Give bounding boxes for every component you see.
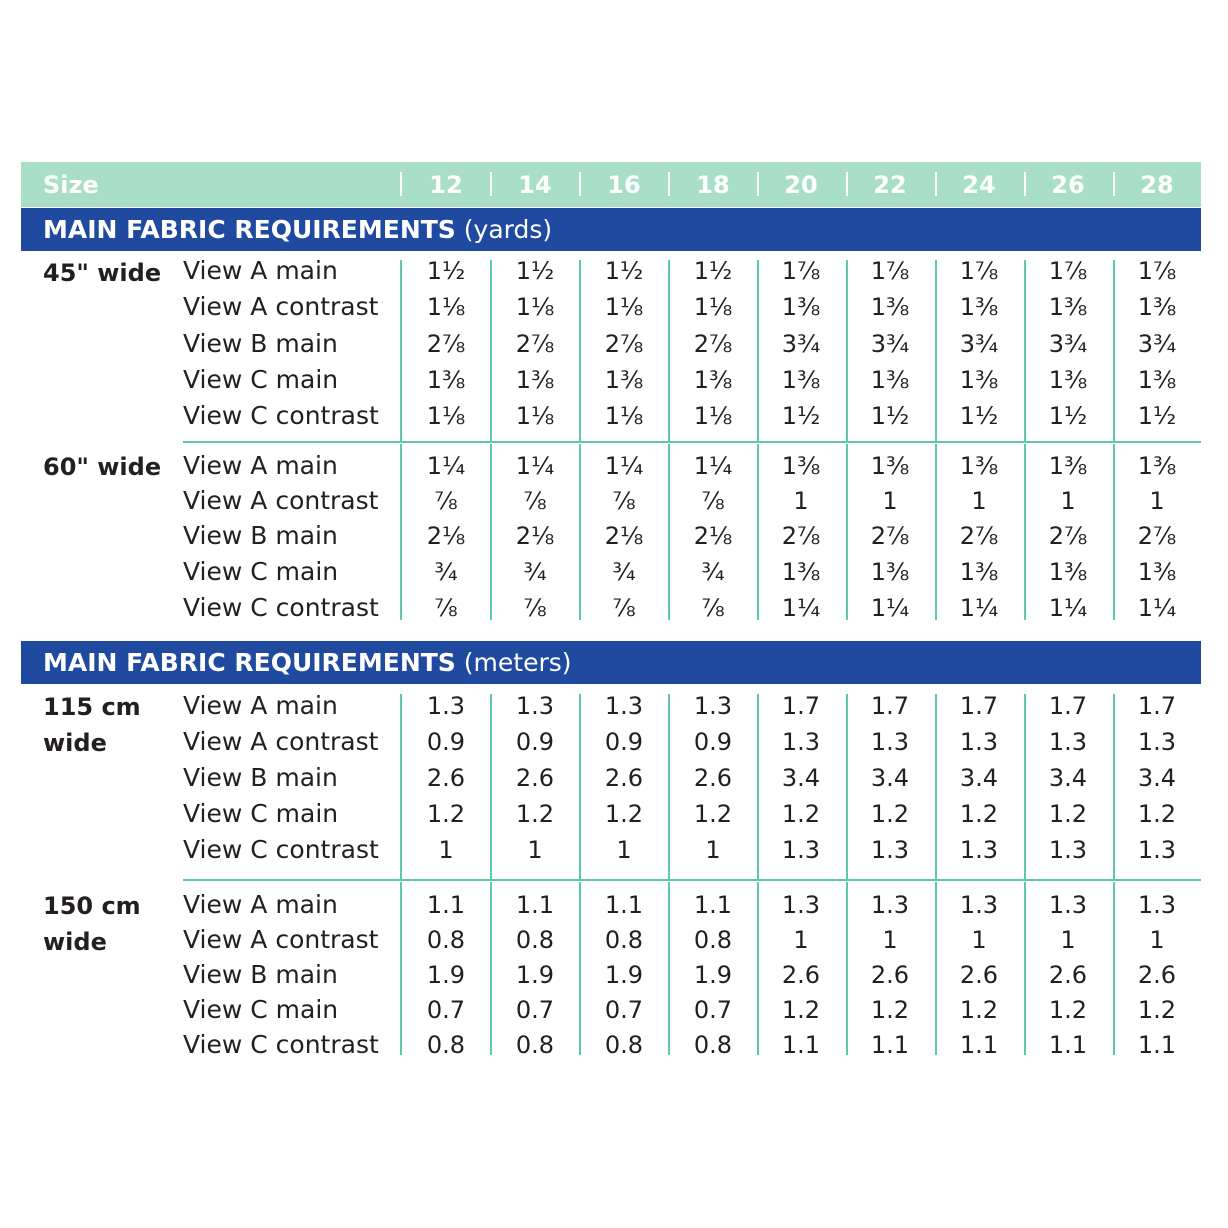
yardage-cell: 3.4 (1137, 764, 1177, 792)
yardage-cell: 1.3 (1137, 836, 1177, 864)
yardage-cell: 1.3 (870, 891, 910, 919)
yardage-cell: 3.4 (781, 764, 821, 792)
view-row-label: View C contrast (183, 401, 379, 430)
yardage-cell: 0.7 (515, 996, 555, 1024)
size-separator (757, 172, 759, 196)
yardage-cell: 1¼ (1048, 594, 1088, 622)
width-group-label-line: wide (43, 729, 107, 757)
yardage-cell: 1.2 (781, 996, 821, 1024)
yardage-cell: 1⅜ (1137, 366, 1177, 394)
size-header-bar (21, 162, 1201, 207)
yardage-cell: 1.3 (1137, 891, 1177, 919)
yardage-cell: 1.1 (604, 891, 644, 919)
yardage-cell: 1⅛ (515, 293, 555, 321)
yardage-cell: 0.8 (693, 1031, 733, 1059)
yardage-cell: 2.6 (1137, 961, 1177, 989)
view-row-label: View C contrast (183, 835, 379, 864)
yardage-cell: 2⅞ (693, 330, 733, 358)
view-row-label: View A contrast (183, 727, 379, 756)
yardage-cell: 1.1 (959, 1031, 999, 1059)
yardage-cell: 1.7 (1048, 692, 1088, 720)
width-group-label-line: 60" wide (43, 453, 162, 481)
yardage-cell: 3.4 (1048, 764, 1088, 792)
yardage-cell: 3.4 (959, 764, 999, 792)
width-group-label-line: wide (43, 928, 107, 956)
yardage-cell: ⅞ (434, 594, 458, 622)
yardage-cell: 1.3 (426, 692, 466, 720)
section-title-main: MAIN FABRIC REQUIREMENTS (43, 648, 456, 677)
yardage-cell: 1½ (426, 257, 466, 285)
yardage-cell: 2⅞ (781, 522, 821, 550)
yardage-cell: 1.2 (870, 996, 910, 1024)
yardage-cell: 1.2 (1048, 800, 1088, 828)
yardage-cell: 1.2 (1137, 996, 1177, 1024)
yardage-cell: 1.1 (870, 1031, 910, 1059)
size-header-20: 20 (784, 171, 818, 199)
size-separator (490, 172, 492, 196)
yardage-cell: 3.4 (870, 764, 910, 792)
view-row-label: View C main (183, 365, 339, 394)
yardage-cell: 1¼ (781, 594, 821, 622)
yardage-cell: 1⅛ (693, 293, 733, 321)
yardage-cell: 1.3 (604, 692, 644, 720)
yardage-cell: 2⅞ (1048, 522, 1088, 550)
view-row-label: View C contrast (183, 593, 379, 622)
yardage-cell: 1.2 (1048, 996, 1088, 1024)
yardage-cell: 1 (438, 836, 454, 864)
yardage-cell: ⅞ (701, 594, 725, 622)
yardage-cell: 1⅞ (1137, 257, 1177, 285)
yardage-cell: 0.9 (515, 728, 555, 756)
size-header-label: Size (43, 171, 99, 199)
yardage-cell: 1¼ (693, 452, 733, 480)
yardage-cell: 1.2 (426, 800, 466, 828)
yardage-cell: 3¾ (1048, 330, 1088, 358)
yardage-cell: 0.8 (515, 926, 555, 954)
yardage-cell: 2.6 (426, 764, 466, 792)
yardage-cell: 1 (1060, 487, 1076, 515)
yardage-cell: 1.2 (870, 800, 910, 828)
yardage-cell: 1 (616, 836, 632, 864)
yardage-cell: 1 (971, 487, 987, 515)
yardage-cell: 1.3 (870, 836, 910, 864)
yardage-cell: 2⅞ (959, 522, 999, 550)
yardage-cell: ¾ (701, 558, 725, 586)
yardage-cell: 2.6 (781, 961, 821, 989)
yardage-cell: 1½ (1137, 402, 1177, 430)
yardage-cell: 1½ (604, 257, 644, 285)
yardage-cell: 1.1 (1048, 1031, 1088, 1059)
size-separator (400, 172, 402, 196)
yardage-cell: 2⅞ (1137, 522, 1177, 550)
yardage-cell: 1.3 (959, 728, 999, 756)
yardage-cell: 1⅜ (781, 452, 821, 480)
view-row-label: View C main (183, 995, 339, 1024)
size-header-24: 24 (962, 171, 996, 199)
yardage-cell: 0.7 (693, 996, 733, 1024)
yardage-cell: 1.2 (781, 800, 821, 828)
yardage-cell: 2⅛ (693, 522, 733, 550)
size-header-22: 22 (873, 171, 907, 199)
yardage-cell: 1.2 (1137, 800, 1177, 828)
section-title-unit: (yards) (463, 215, 553, 244)
yardage-cell: 1⅜ (1048, 293, 1088, 321)
yardage-cell: 1⅜ (781, 366, 821, 394)
view-row-label: View B main (183, 763, 338, 792)
yardage-cell: 1⅜ (870, 293, 910, 321)
yardage-cell: ¾ (612, 558, 636, 586)
view-row-label: View C main (183, 557, 339, 586)
yardage-cell: 0.8 (604, 926, 644, 954)
yardage-cell: 1.3 (1048, 836, 1088, 864)
yardage-cell: 1⅛ (604, 293, 644, 321)
size-header-28: 28 (1140, 171, 1174, 199)
yardage-cell: 3¾ (870, 330, 910, 358)
yardage-cell: 1.2 (959, 996, 999, 1024)
width-group-label-line: 45" wide (43, 259, 162, 287)
yardage-cell: 1 (1149, 487, 1165, 515)
yardage-cell: 1½ (959, 402, 999, 430)
width-group-label (43, 689, 173, 761)
yardage-cell: 1.3 (959, 891, 999, 919)
yardage-cell: 1⅜ (870, 558, 910, 586)
view-row-label: View B main (183, 960, 338, 989)
view-row-label: View A main (183, 691, 338, 720)
yardage-cell: 1.9 (426, 961, 466, 989)
yardage-cell: 1.3 (781, 728, 821, 756)
yardage-cell: 1.1 (1137, 1031, 1177, 1059)
yardage-cell: ⅞ (523, 487, 547, 515)
yardage-cell: 0.8 (693, 926, 733, 954)
yardage-cell: 1.3 (959, 836, 999, 864)
yardage-cell: 1⅞ (781, 257, 821, 285)
yardage-cell: 1⅜ (781, 558, 821, 586)
group-divider (183, 441, 1201, 443)
size-separator (1024, 172, 1026, 196)
yardage-cell: 1.3 (781, 891, 821, 919)
yardage-cell: 1.9 (604, 961, 644, 989)
size-header-14: 14 (518, 171, 552, 199)
yardage-cell: 1⅛ (426, 293, 466, 321)
yardage-cell: 0.9 (426, 728, 466, 756)
yardage-cell: 1⅜ (870, 452, 910, 480)
size-separator (1113, 172, 1115, 196)
yardage-cell: 1⅜ (604, 366, 644, 394)
yardage-cell: 3¾ (781, 330, 821, 358)
yardage-cell: 3¾ (959, 330, 999, 358)
view-row-label: View A contrast (183, 925, 379, 954)
yardage-cell: 1⅛ (426, 402, 466, 430)
yardage-cell: 1⅞ (870, 257, 910, 285)
yardage-cell: 1¼ (604, 452, 644, 480)
view-row-label: View A contrast (183, 486, 379, 515)
yardage-cell: 1 (1060, 926, 1076, 954)
yardage-cell: 1⅞ (1048, 257, 1088, 285)
width-group-label (43, 888, 173, 960)
yardage-cell: 1½ (870, 402, 910, 430)
yardage-cell: 1⅜ (781, 293, 821, 321)
yardage-cell: 1 (882, 926, 898, 954)
yardage-cell: 1.3 (781, 836, 821, 864)
section-title (43, 215, 552, 244)
yardage-cell: ¾ (434, 558, 458, 586)
yardage-cell: 1½ (693, 257, 733, 285)
yardage-cell: 1⅜ (959, 558, 999, 586)
section-title-bar (21, 208, 1201, 251)
yardage-cell: 2⅛ (604, 522, 644, 550)
size-separator (935, 172, 937, 196)
size-separator (579, 172, 581, 196)
yardage-cell: 1.7 (781, 692, 821, 720)
view-row-label: View C main (183, 799, 339, 828)
yardage-cell: 0.9 (693, 728, 733, 756)
yardage-cell: 2⅞ (426, 330, 466, 358)
yardage-cell: 0.8 (515, 1031, 555, 1059)
yardage-cell: 1.9 (693, 961, 733, 989)
yardage-cell: 1¼ (870, 594, 910, 622)
yardage-cell: 1.1 (515, 891, 555, 919)
yardage-cell: 2⅛ (426, 522, 466, 550)
yardage-cell: 0.9 (604, 728, 644, 756)
yardage-cell: 1¼ (515, 452, 555, 480)
yardage-cell: 0.8 (426, 926, 466, 954)
yardage-cell: 1.7 (959, 692, 999, 720)
yardage-cell: 1.3 (1048, 728, 1088, 756)
yardage-cell: 1.3 (1048, 891, 1088, 919)
view-row-label: View B main (183, 521, 338, 550)
width-group-label (43, 449, 173, 485)
yardage-cell: 1.2 (515, 800, 555, 828)
yardage-cell: 1.7 (1137, 692, 1177, 720)
size-header-18: 18 (696, 171, 730, 199)
yardage-cell: 0.8 (604, 1031, 644, 1059)
yardage-cell: 1.1 (781, 1031, 821, 1059)
yardage-cell: 1¼ (426, 452, 466, 480)
yardage-cell: 1½ (781, 402, 821, 430)
yardage-cell: 1½ (1048, 402, 1088, 430)
view-row-label: View A main (183, 256, 338, 285)
yardage-cell: 1 (971, 926, 987, 954)
yardage-cell: 1¼ (1137, 594, 1177, 622)
yardage-cell: 2⅞ (604, 330, 644, 358)
yardage-cell: 1⅜ (1048, 452, 1088, 480)
section-title-main: MAIN FABRIC REQUIREMENTS (43, 215, 456, 244)
yardage-cell: 1.3 (870, 728, 910, 756)
view-row-label: View C contrast (183, 1030, 379, 1059)
yardage-cell: 0.7 (604, 996, 644, 1024)
yardage-cell: 1 (793, 487, 809, 515)
size-header-12: 12 (429, 171, 463, 199)
size-header-16: 16 (607, 171, 641, 199)
size-separator (668, 172, 670, 196)
yardage-cell: 0.7 (426, 996, 466, 1024)
section-title-bar (21, 641, 1201, 684)
yardage-cell: 1⅜ (959, 293, 999, 321)
yardage-cell: 1.3 (1137, 728, 1177, 756)
yardage-cell: 2⅛ (515, 522, 555, 550)
yardage-cell: 1⅛ (693, 402, 733, 430)
yardage-cell: 2.6 (870, 961, 910, 989)
yardage-cell: 1¼ (959, 594, 999, 622)
yardage-cell: 1⅜ (693, 366, 733, 394)
yardage-cell: 1⅛ (515, 402, 555, 430)
yardage-cell: 1 (793, 926, 809, 954)
yardage-cell: 2⅞ (870, 522, 910, 550)
width-group-label-line: 115 cm (43, 693, 141, 721)
yardage-cell: 1.2 (959, 800, 999, 828)
yardage-cell: 1.3 (515, 692, 555, 720)
yardage-cell: 1⅜ (1048, 558, 1088, 586)
yardage-cell: 1⅜ (515, 366, 555, 394)
yardage-cell: 1.2 (604, 800, 644, 828)
yardage-cell: 0.8 (426, 1031, 466, 1059)
width-group-label-line: 150 cm (43, 892, 141, 920)
yardage-cell: 2.6 (1048, 961, 1088, 989)
yardage-cell: ⅞ (701, 487, 725, 515)
yardage-cell: 1.9 (515, 961, 555, 989)
view-row-label: View A contrast (183, 292, 379, 321)
yardage-cell: 1⅜ (959, 366, 999, 394)
size-header-26: 26 (1051, 171, 1085, 199)
yardage-cell: 1.1 (693, 891, 733, 919)
view-row-label: View B main (183, 329, 338, 358)
yardage-cell: 1 (1149, 926, 1165, 954)
yardage-cell: 1⅜ (1137, 293, 1177, 321)
yardage-cell: 1 (705, 836, 721, 864)
yardage-cell: 1⅜ (426, 366, 466, 394)
yardage-cell: 1⅞ (959, 257, 999, 285)
yardage-cell: 1.1 (426, 891, 466, 919)
size-separator (846, 172, 848, 196)
yardage-cell: 1 (527, 836, 543, 864)
yardage-cell: 2.6 (604, 764, 644, 792)
yardage-cell: ¾ (523, 558, 547, 586)
yardage-cell: 1.3 (693, 692, 733, 720)
yardage-cell: ⅞ (523, 594, 547, 622)
yardage-cell: 1⅛ (604, 402, 644, 430)
yardage-cell: 1.2 (693, 800, 733, 828)
yardage-cell: 1⅜ (1137, 558, 1177, 586)
yardage-cell: ⅞ (434, 487, 458, 515)
view-row-label: View A main (183, 890, 338, 919)
yardage-cell: 3¾ (1137, 330, 1177, 358)
group-divider (183, 879, 1201, 881)
yardage-cell: 2.6 (515, 764, 555, 792)
yardage-cell: 1⅜ (959, 452, 999, 480)
yardage-cell: 1⅜ (1137, 452, 1177, 480)
yardage-cell: ⅞ (612, 594, 636, 622)
yardage-cell: ⅞ (612, 487, 636, 515)
yardage-cell: 2.6 (959, 961, 999, 989)
yardage-cell: 1 (882, 487, 898, 515)
section-title-unit: (meters) (463, 648, 572, 677)
yardage-cell: 2.6 (693, 764, 733, 792)
view-row-label: View A main (183, 451, 338, 480)
yardage-cell: 1⅜ (870, 366, 910, 394)
section-title (43, 648, 572, 677)
yardage-cell: 1½ (515, 257, 555, 285)
yardage-cell: 1.7 (870, 692, 910, 720)
yardage-cell: 2⅞ (515, 330, 555, 358)
yardage-cell: 1⅜ (1048, 366, 1088, 394)
width-group-label (43, 255, 173, 291)
